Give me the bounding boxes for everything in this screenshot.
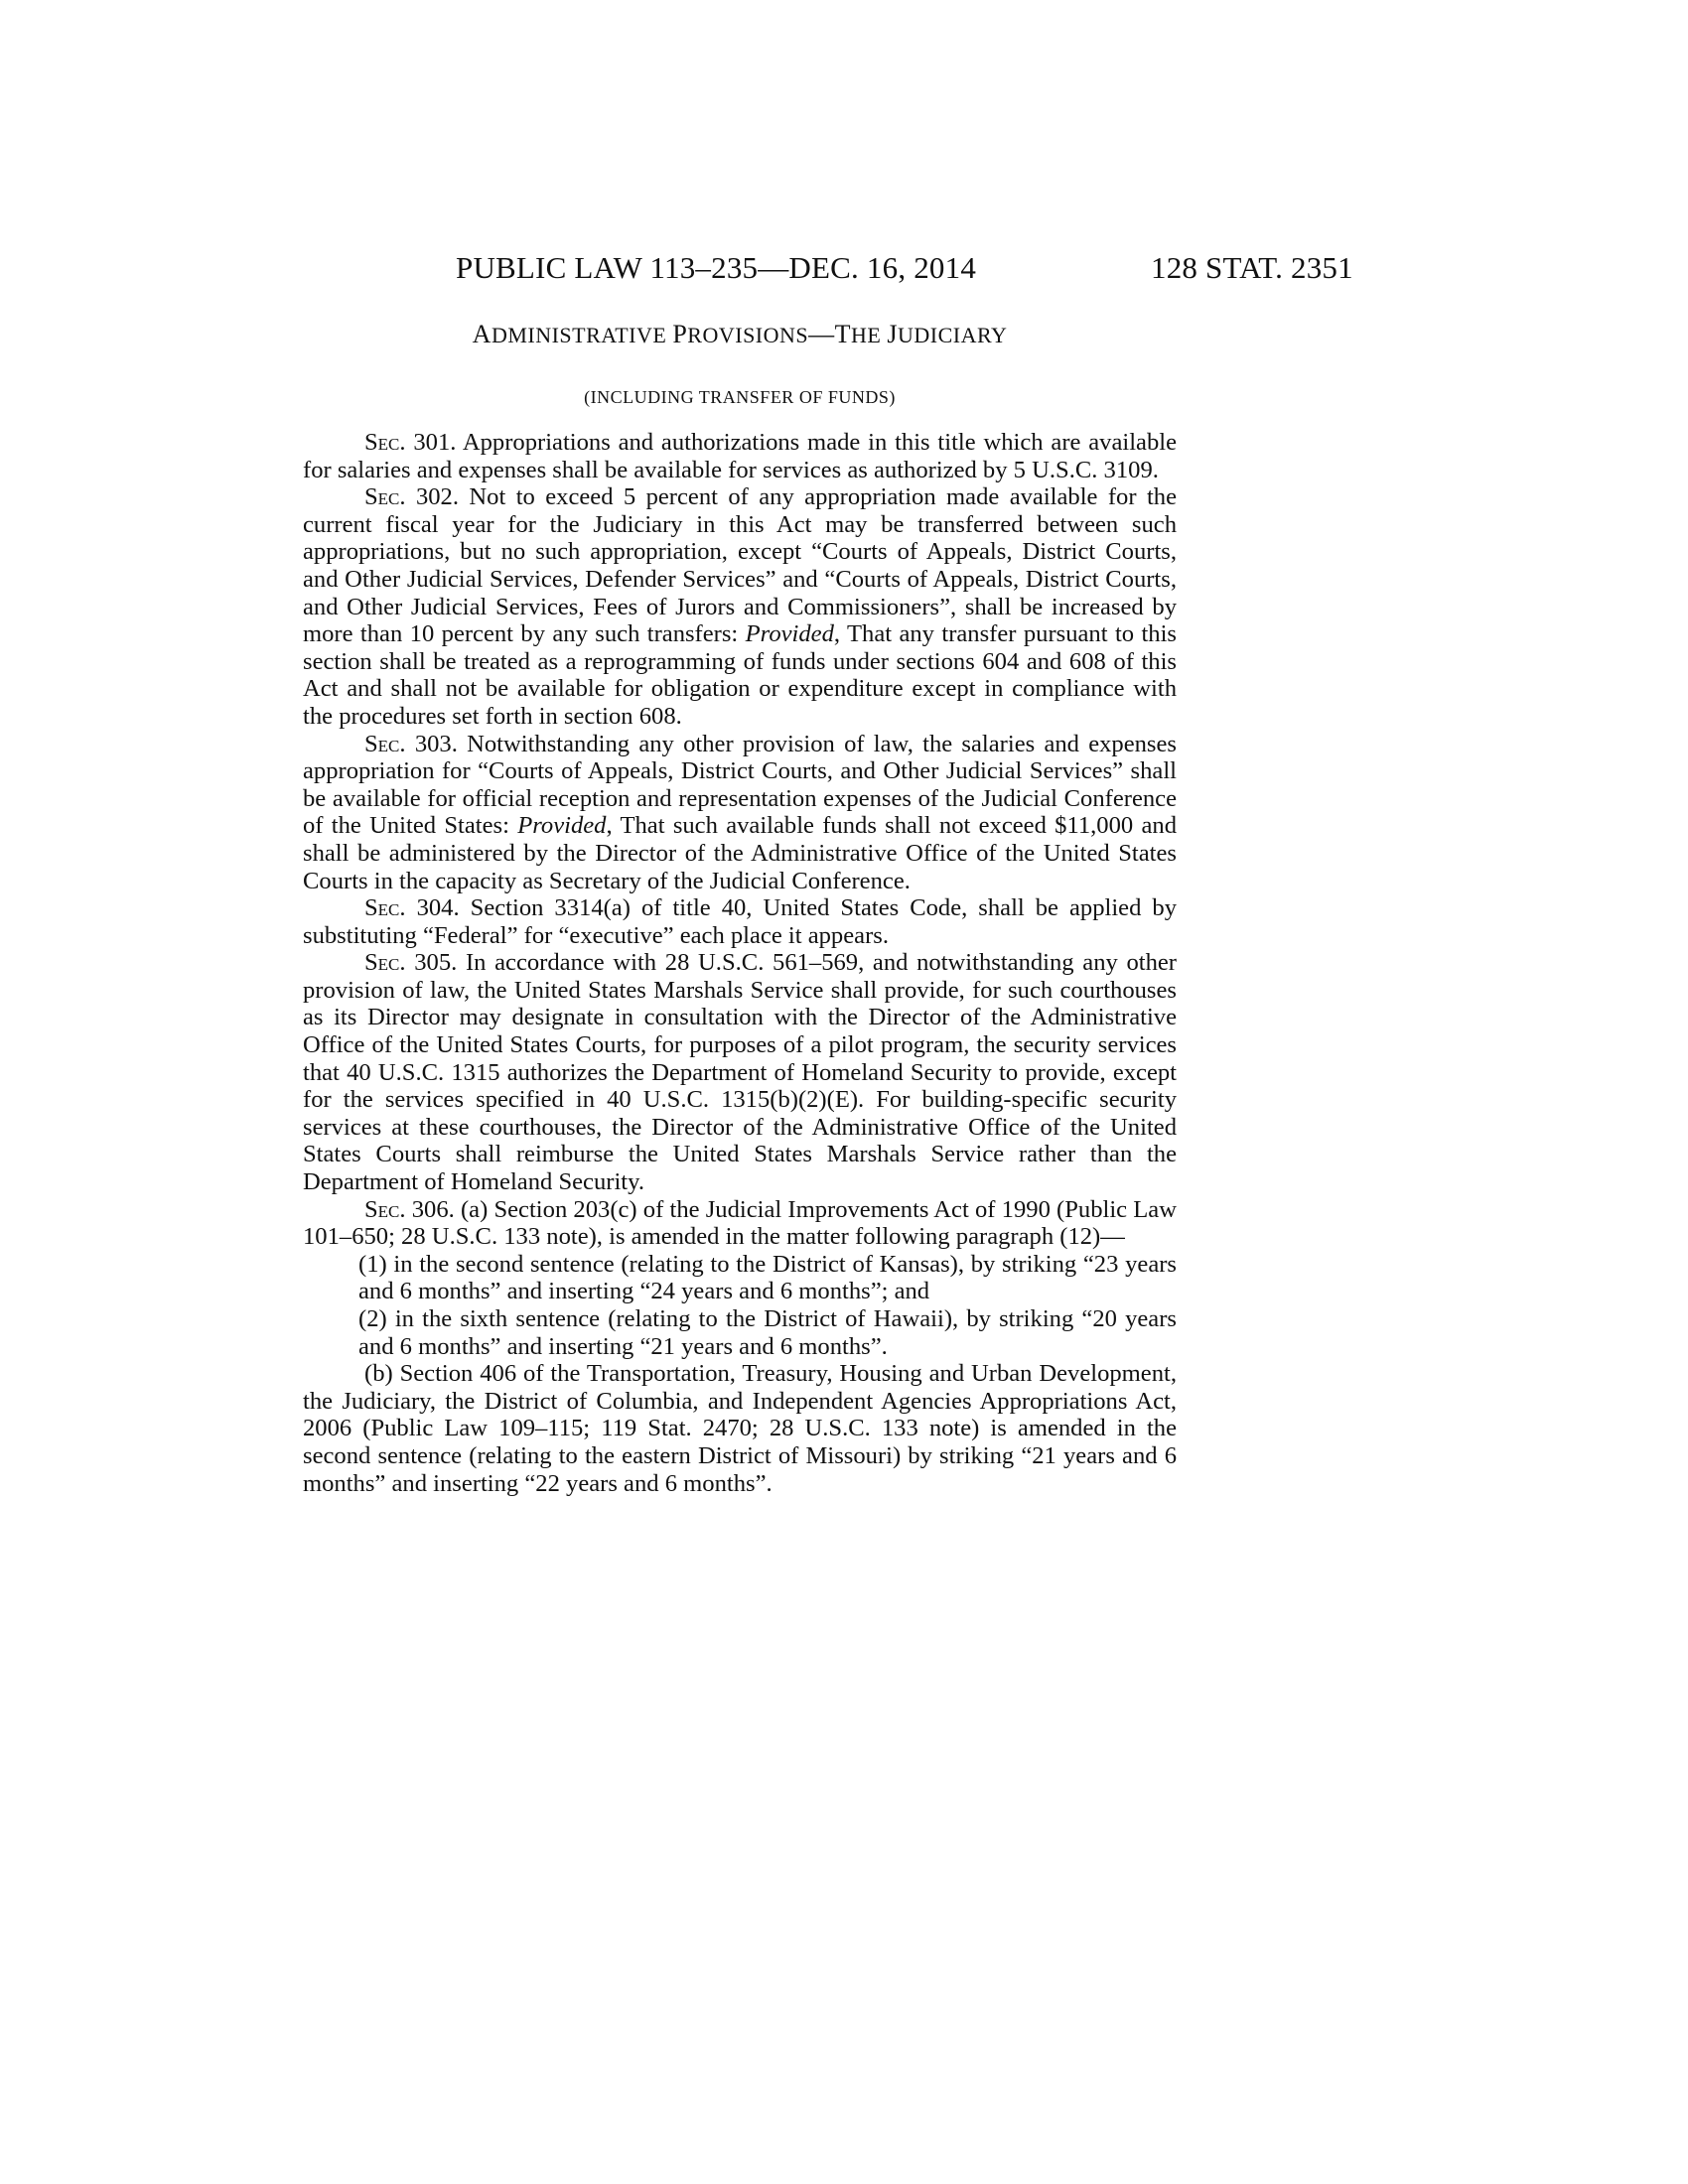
section-heading: ADMINISTRATIVE PROVISIONS—THE JUDICIARY [472,320,1008,348]
document-body [303,429,1177,1497]
section-306-item-1: (1) in the second sentence (relating to the District of Kansas), by striking “23 years and 6 months” and inserting “24 years and 6 months”; and [358,1250,1177,1305]
running-header-page: 128 STAT. 2351 [1151,250,1353,285]
section-304: Sec. 304. Section 3314(a) of title 40, United States Code, shall be applied by substituting “Federal” for “executive” each place it appears. [303,894,1177,949]
section-subheading: (INCLUDING TRANSFER OF FUNDS) [584,387,896,407]
section-302: Sec. 302. Not to exceed 5 percent of any appropriation made available for the current fiscal year for the Judiciary in this Act may be transferred between such appropriations, but no such appropriation, except “Courts of Appeals, District Courts, and Other Judicial Services, Defender Services” and “Courts of Appeals, District Courts, and Other Judicial Services, Fees of Jurors and Commissioners”, shall be increased by more than 10 percent by any such transfers: Provided, That any transfer pursuant to this section shall be treated as a reprogramming of funds under sections 604 and 608 of this Act and shall not be available for obligation or expenditure except in compliance with the procedures set forth in section 608. [303,483,1177,730]
running-header-title: PUBLIC LAW 113–235—DEC. 16, 2014 [456,250,977,285]
section-306-item-2: (2) in the sixth sentence (relating to the District of Hawaii), by striking “20 years and 6 months” and inserting “21 years and 6 months”. [358,1305,1177,1360]
section-305: Sec. 305. In accordance with 28 U.S.C. 561–569, and notwithstanding any other provision of law, the United States Marshals Service shall provide, for such courthouses as its Director may designate in consultation with the Director of the Administrative Office of the United States Courts, for purposes of a pilot program, the security services that 40 U.S.C. 1315 authorizes the Department of Homeland Security to provide, except for the services specified in 40 U.S.C. 1315(b)(2)(E). For building-specific security services at these courthouses, the Director of the Administrative Office of the United States Courts shall reimburse the United States Marshals Service rather than the Department of Homeland Security. [303,949,1177,1196]
section-301: Sec. 301. Appropriations and authorizations made in this title which are available for salaries and expenses shall be available for services as authorized by 5 U.S.C. 3109. [303,429,1177,483]
section-306-subsection-b: (b) Section 406 of the Transportation, Treasury, Housing and Urban Development, the Judiciary, the District of Columbia, and Independent Agencies Appropriations Act, 2006 (Public Law 109–115; 119 Stat. 2470; 28 U.S.C. 133 note) is amended in the second sentence (relating to the eastern District of Missouri) by striking “21 years and 6 months” and inserting “22 years and 6 months”. [303,1360,1177,1497]
section-306: Sec. 306. (a) Section 203(c) of the Judicial Improvements Act of 1990 (Public Law 101–650; 28 U.S.C. 133 note), is amended in the matter following paragraph (12)— [303,1195,1177,1251]
section-303: Sec. 303. Notwithstanding any other provision of law, the salaries and expenses appropriation for “Courts of Appeals, District Courts, and Other Judicial Services” shall be available for official reception and representation expenses of the Judicial Conference of the United States: Provided, That such available funds shall not exceed $11,000 and shall be administered by the Director of the Administrative Office of the United States Courts in the capacity as Secretary of the Judicial Conference. [303,730,1177,894]
